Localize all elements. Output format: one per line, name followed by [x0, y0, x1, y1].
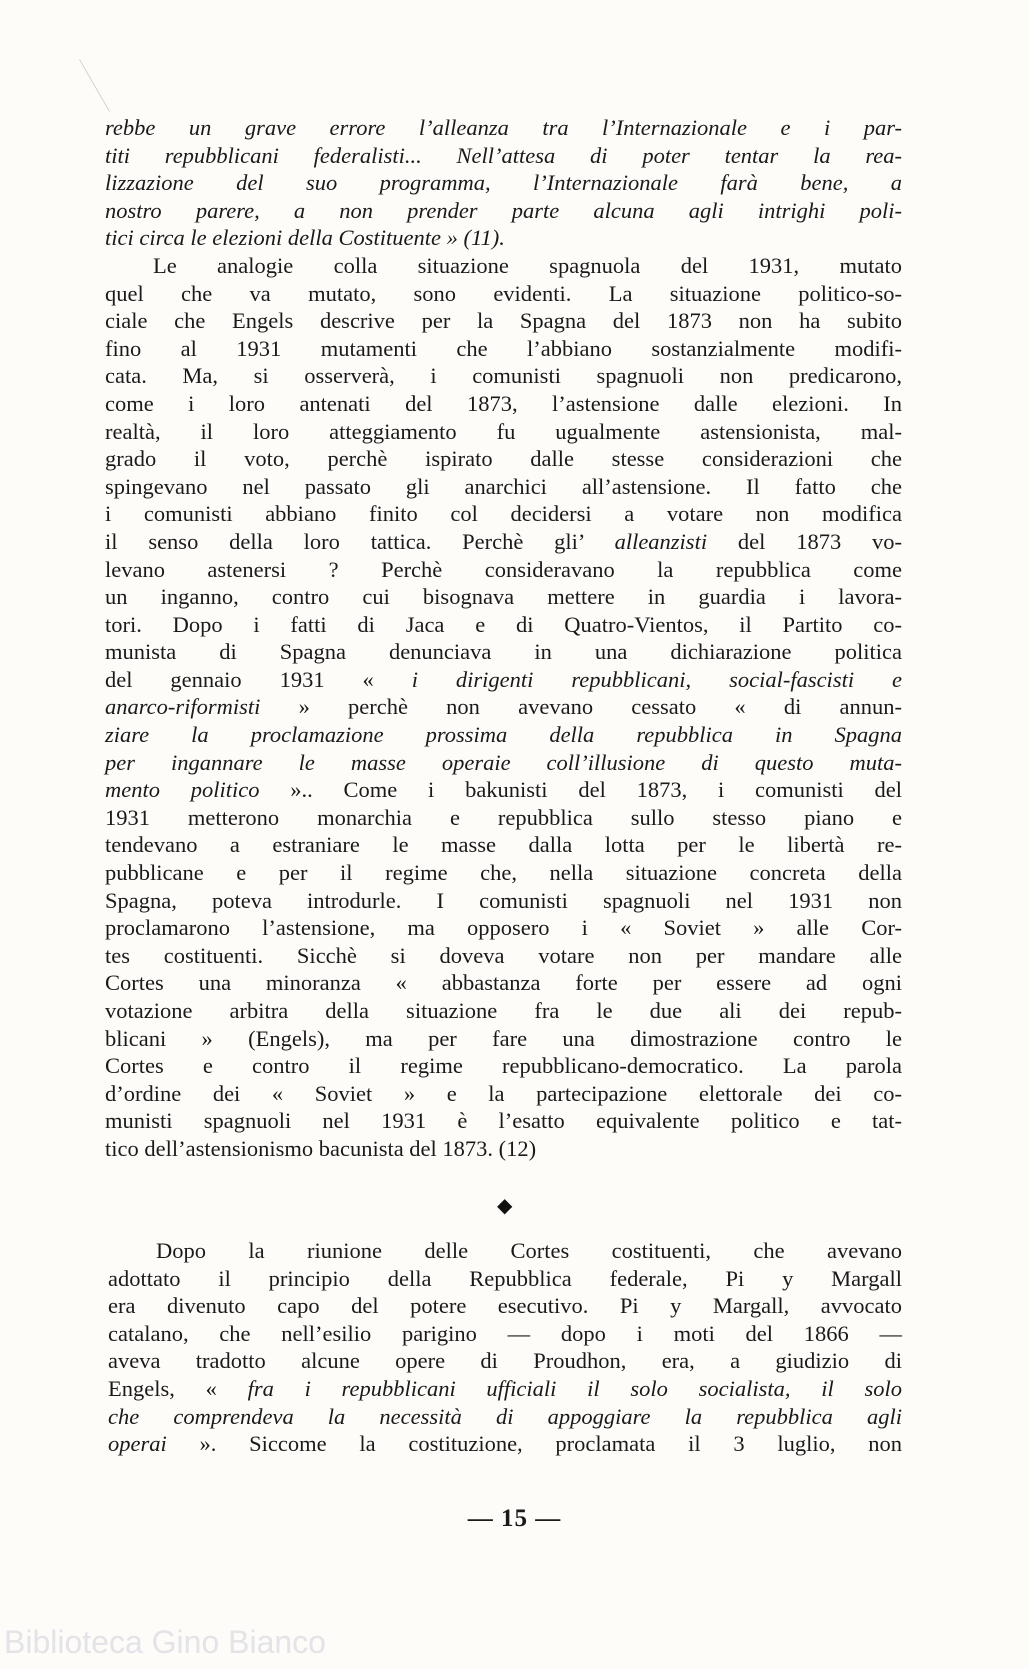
text-line: spingevano nel passato gli anarchici all’astensione. Il fatto che: [105, 473, 902, 499]
page-number: — 15 —: [467, 1505, 562, 1532]
text-line: nostro parere, a non prender parte alcuna agli intrighi poli-: [105, 197, 902, 223]
text-line: ciale che Engels descrive per la Spagna del 1873 non ha subito: [105, 308, 902, 334]
text-line: adottato il principio della Repubblica federale, Pi y Margall: [108, 1265, 902, 1291]
text-line: rebbe un grave errore l’alleanza tra l’Internazionale e i par-: [105, 115, 902, 140]
text-line: catalano, che nell’esilio parigino — dopo i moti del 1866 —: [108, 1320, 902, 1346]
text-line: come i loro antenati del 1873, l’astensione dalle elezioni. In: [105, 390, 902, 416]
text-line: tico dell’astensionismo bacunista del 1873. (12): [105, 1135, 537, 1161]
text-line: aveva tradotto alcune opere di Proudhon, era, a giudizio di: [108, 1348, 902, 1374]
text-line: cata. Ma, si osserverà, i comunisti spagnuoli non predicarono,: [105, 363, 902, 389]
text-line: un inganno, contro cui bisognava mettere in guardia i lavora-: [105, 584, 902, 610]
text-line: tes costituenti. Sicchè si doveva votare non per mandare alle: [105, 942, 902, 968]
text-line: realtà, il loro atteggiamento fu ugualmente astensionista, mal-: [105, 418, 902, 444]
second-paragraph: [108, 1237, 902, 1458]
text-line: levano astenersi ? Perchè consideravano la repubblica come: [105, 556, 902, 582]
italic-phrase: fra i repubblicani ufficiali il solo socialista, il solo: [247, 1375, 902, 1401]
italic-phrase: che comprendeva la necessità di appoggiare la repubblica agli: [108, 1403, 902, 1429]
italic-phrase: mento politico: [105, 777, 260, 803]
text-line: pubblicane e per il regime che, nella situazione concreta della: [105, 860, 902, 886]
text-line: tendevano a estraniare le masse dalla lotta per le libertà re-: [105, 832, 902, 858]
text-line: il senso della loro tattica. Perchè gli’ alleanzisti del 1873 vo-: [105, 528, 903, 554]
text-line: Spagna, poteva introdurle. I comunisti spagnuoli nel 1931 non: [105, 887, 902, 913]
text-line: [105, 721, 902, 749]
text-line: tici circa le elezioni della Costituente » (11).: [105, 225, 505, 251]
text-line: grado il voto, perchè ispirato dalle stesse considerazioni che: [105, 446, 902, 472]
text-line: [108, 1403, 902, 1431]
text-line: Engels, « fra i repubblicani ufficiali il solo socialista, il solo: [108, 1375, 902, 1401]
text-line: tori. Dopo i fatti di Jaca e di Quatro-Vientos, il Partito co-: [105, 611, 902, 637]
text-line: munista di Spagna denunciava in una dichiarazione politica: [105, 639, 902, 665]
library-watermark: Biblioteca Gino Bianco: [4, 1624, 326, 1660]
text-line: Cortes e contro il regime repubblicano-democratico. La parola: [105, 1053, 902, 1079]
text-line: del gennaio 1931 « i dirigenti repubblicani, social-fascisti e: [105, 666, 902, 692]
text-line: 1931 metterono monarchia e repubblica sullo stesso piano e: [105, 804, 902, 830]
main-paragraph: [105, 114, 902, 1163]
text-line: titi repubblicani federalisti... Nell’attesa di poter tentar la rea-: [105, 142, 902, 168]
text-line: d’ordine dei « Soviet » e la partecipazione elettorale dei co-: [105, 1080, 902, 1106]
text-line: blicani » (Engels), ma per fare una dimostrazione contro le: [105, 1025, 902, 1051]
text-line: anarco-riformisti » perchè non avevano cessato « di annun-: [105, 694, 902, 720]
italic-phrase: ziare la proclamazione prossima della repubblica in Spagna: [105, 722, 902, 748]
text-line: operai ». Siccome la costituzione, proclamata il 3 luglio, non: [108, 1431, 902, 1457]
section-separator-icon: ◆: [497, 1195, 513, 1217]
text-line: [105, 749, 902, 777]
text-line: era divenuto capo del potere esecutivo. Pi y Margall, avvocato: [108, 1293, 902, 1319]
text-line: votazione arbitra della situazione fra le due ali dei repub-: [105, 998, 902, 1023]
text-line: proclamarono l’astensione, ma opposero i « Soviet » alle Cor-: [105, 915, 902, 941]
page-fold-mark: [79, 44, 136, 111]
italic-phrase: operai: [108, 1431, 167, 1457]
text-line: i comunisti abbiano finito col decidersi a votare non modifica: [105, 501, 902, 527]
text-line: Le analogie colla situazione spagnuola del 1931, mutato: [153, 252, 902, 278]
text-line: lizzazione del suo programma, l’Internazionale farà bene, a: [105, 170, 902, 196]
text-line: quel che va mutato, sono evidenti. La situazione politico-so-: [105, 280, 902, 306]
italic-phrase: per ingannare le masse operaie coll’illusione di questo muta-: [105, 749, 902, 775]
text-line: munisti spagnuoli nel 1931 è l’esatto equivalente politico e tat-: [105, 1108, 902, 1134]
italic-phrase: i dirigenti repubblicani, social-fascisti e: [411, 666, 902, 692]
text-line: fino al 1931 mutamenti che l’abbiano sostanzialmente modifi-: [105, 335, 902, 361]
italic-phrase: alleanzisti: [614, 528, 708, 554]
text-line: Cortes una minoranza « abbastanza forte per essere ad ogni: [105, 970, 902, 996]
italic-phrase: anarco-riformisti: [105, 694, 261, 720]
text-line: Dopo la riunione delle Cortes costituenti, che avevano: [156, 1238, 902, 1263]
text-line: mento politico ».. Come i bakunisti del 1873, i comunisti del: [105, 777, 902, 803]
